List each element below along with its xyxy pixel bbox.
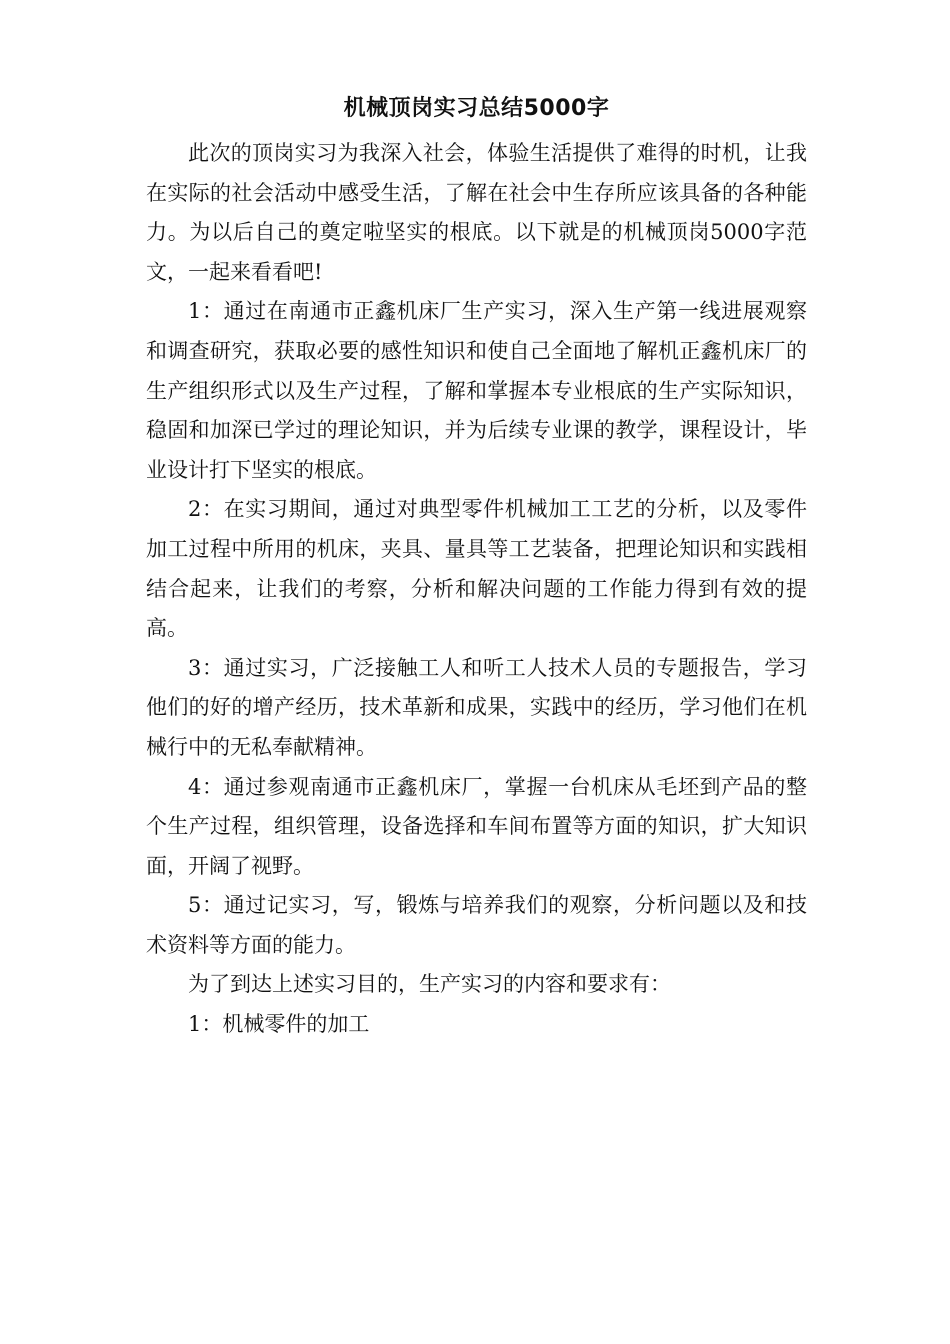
paragraph-point-2: 2：在实习期间，通过对典型零件机械加工工艺的分析，以及零件加工过程中所用的机床，夹具、量具等工艺装备，把理论知识和实践相结合起来，让我们的考察，分析和解决问题的工作能力得到有效的提高。 [146, 497, 807, 641]
document-title: 机械顶岗实习总结5000字 [343, 96, 610, 121]
paragraph-point-1: 1：通过在南通市正鑫机床厂生产实习，深入生产第一线进展观察和调查研究，获取必要的感性知识和使自己全面地了解机正鑫机床厂的生产组织形式以及生产过程，了解和掌握本专业根底的生产实际知识，稳固和加深已学过的理论知识，并为后续专业课的教学，课程设计，毕业设计打下坚实的根底。 [146, 299, 807, 482]
paragraph-point-3: 3：通过实习，广泛接触工人和听工人技术人员的专题报告，学习他们的好的增产经历，技术革新和成果，实践中的经历，学习他们在机械行中的无私奉献精神。 [146, 655, 807, 759]
paragraph-point-5: 5：通过记实习，写，锻炼与培养我们的观察，分析问题以及和技术资料等方面的能力。 [146, 893, 807, 957]
document-body [146, 134, 807, 1045]
paragraph-requirements-intro: 为了到达上述实习目的，生产实习的内容和要求有： [188, 972, 671, 997]
paragraph-requirement-1: 1：机械零件的加工 [188, 1012, 370, 1037]
paragraph-point-4: 4：通过参观南通市正鑫机床厂，掌握一台机床从毛坯到产品的整个生产过程，组织管理，设备选择和车间布置等方面的知识，扩大知识面，开阔了视野。 [146, 774, 807, 878]
paragraph-intro: 此次的顶岗实习为我深入社会，体验生活提供了难得的时机，让我在实际的社会活动中感受生活，了解在社会中生存所应该具备的各种能力。为以后自己的奠定啦坚实的根底。以下就是的机械顶岗5000字范文，一起来看看吧! [146, 141, 807, 284]
